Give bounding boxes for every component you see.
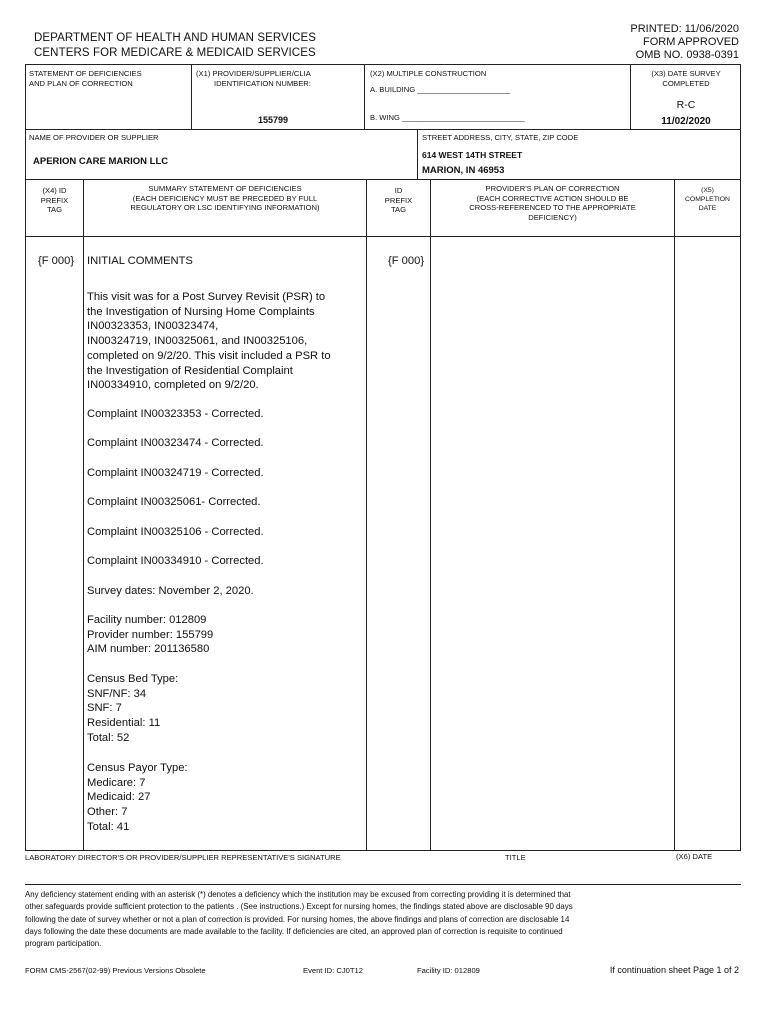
complaint-item: Complaint IN00334910 - Corrected.	[87, 555, 264, 567]
provider-name: APERION CARE MARION LLC	[33, 156, 169, 167]
omb-number: OMB NO. 0938-0391	[635, 49, 739, 61]
grid-line	[25, 884, 741, 885]
grid-line	[25, 850, 741, 851]
disclaimer-text: Any deficiency statement ending with an asterisk (*) denotes a deficiency which the institution may be excused from correcting providing it is determined that other safeguards provide sufficient protection to the patients . (See instructions.) Except for nursing homes, the findings stated above are disclosable 90 days following the date of survey whether or not a plan of correction is provided. For nursing homes, the above findings and plans of correction are disclosable 14 days following the date these documents are made available to the facility. If deficiencies are cited, an approved plan of correction is requisite to continued program participation.	[25, 890, 573, 949]
centers-name: CENTERS FOR MEDICARE & MEDICAID SERVICES	[34, 47, 316, 59]
facility-info: Facility number: 012809 Provider number: 155799 AIM number: 201136580	[87, 614, 214, 656]
grid-line	[417, 129, 418, 179]
building-line: A. BUILDING ______________________	[370, 85, 511, 94]
survey-completed-date: 11/02/2020	[661, 116, 711, 127]
grid-line	[25, 236, 741, 237]
census-payor-type: Census Payor Type: Medicare: 7 Medicaid: 27 Other: 7 Total: 41	[87, 762, 188, 833]
plan-header: PROVIDER'S PLAN OF CORRECTION (EACH CORRECTIVE ACTION SHOULD BE CROSS-REFERENCED TO THE APPROPRIATE DEFICIENCY)	[469, 184, 636, 222]
grid-line	[364, 64, 365, 129]
entry-paragraph: This visit was for a Post Survey Revisit (PSR) to the Investigation of Nursing Home Complaints IN00323353, IN00323474, IN00324719, IN00325061, and IN00325106, completed on 9/2/20. This visit included a PSR to the Investigation of Residential Complaint IN00334910, completed on 9/2/20.	[87, 291, 331, 392]
census-bed-type: Census Bed Type: SNF/NF: 34 SNF: 7 Residential: 11 Total: 52	[87, 673, 179, 744]
entry-title: INITIAL COMMENTS	[87, 255, 193, 267]
provider-label: NAME OF PROVIDER OR SUPPLIER	[29, 133, 159, 142]
complaint-item: Complaint IN00323474 - Corrected.	[87, 437, 264, 449]
signature-label: LABORATORY DIRECTOR'S OR PROVIDER/SUPPLIER REPRESENTATIVE'S SIGNATURE	[25, 853, 341, 862]
grid-line	[366, 179, 367, 850]
x5-header: (X5) COMPLETION DATE	[685, 187, 730, 212]
revisit-code: R-C	[676, 99, 696, 111]
form-id: FORM CMS-2567(02-99) Previous Versions Obsolete	[25, 966, 206, 975]
id-header: ID PREFIX TAG	[384, 186, 413, 214]
department-name: DEPARTMENT OF HEALTH AND HUMAN SERVICES	[34, 32, 317, 44]
grid-line	[740, 64, 741, 850]
page-indicator: If continuation sheet Page 1 of 2	[609, 965, 739, 975]
title-label: TITLE	[505, 853, 526, 862]
statement-label: STATEMENT OF DEFICIENCIES AND PLAN OF CORRECTION	[29, 69, 142, 88]
form-approved: FORM APPROVED	[643, 36, 739, 48]
grid-line	[430, 179, 431, 850]
complaint-item: Complaint IN00325061- Corrected.	[87, 496, 261, 508]
grid-line	[25, 179, 741, 180]
summary-header: SUMMARY STATEMENT OF DEFICIENCIES (EACH DEFICIENCY MUST BE PRECEDED BY FULL REGULATORY OR LSC IDENTIFYING INFORMATION)	[130, 184, 320, 212]
agency-header	[34, 31, 316, 61]
complaint-item: Complaint IN00323353 - Corrected.	[87, 408, 264, 420]
wing-line: B. WING _____________________________	[370, 113, 525, 122]
x4-header: (X4) ID PREFIX TAG	[40, 186, 69, 214]
complaint-item: Complaint IN00325106 - Corrected.	[87, 526, 264, 538]
tag-right: {F 000}	[388, 255, 425, 267]
survey-dates: Survey dates: November 2, 2020.	[87, 585, 254, 597]
facility-id: Facility ID: 012809	[417, 966, 480, 975]
x2-label: (X2) MULTIPLE CONSTRUCTION	[370, 69, 487, 78]
x3-label: (X3) DATE SURVEY COMPLETED	[651, 69, 721, 88]
event-id: Event ID: CJ0T12	[303, 966, 363, 975]
grid-line	[83, 179, 84, 850]
date-label: (X6) DATE	[676, 852, 713, 861]
provider-id-number: 155799	[258, 115, 289, 125]
address-city: MARION, IN 46953	[422, 165, 505, 176]
grid-line	[25, 64, 741, 65]
grid-line	[674, 179, 675, 850]
printed-date: PRINTED: 11/06/2020	[630, 23, 739, 35]
grid-line	[191, 64, 192, 129]
tag-left: {F 000}	[38, 255, 75, 267]
grid-line	[25, 129, 741, 130]
address-street: 614 WEST 14TH STREET	[422, 150, 523, 160]
x1-label: (X1) PROVIDER/SUPPLIER/CLIA IDENTIFICATION NUMBER:	[196, 69, 311, 88]
grid-line	[25, 64, 26, 850]
complaint-item: Complaint IN00324719 - Corrected.	[87, 467, 264, 479]
form-approval-block	[630, 23, 739, 62]
address-label: STREET ADDRESS, CITY, STATE, ZIP CODE	[422, 133, 579, 142]
grid-line	[630, 64, 631, 129]
